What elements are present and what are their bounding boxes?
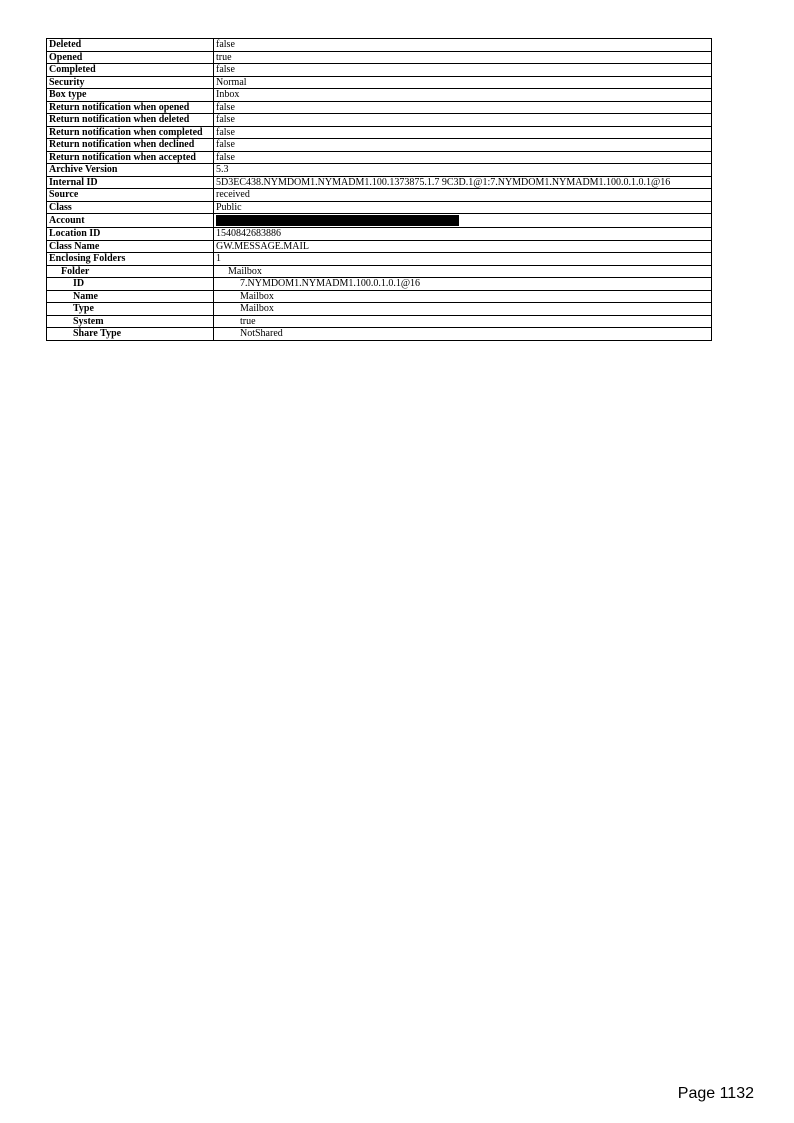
property-key-notify-opened: Return notification when opened xyxy=(47,101,214,114)
table-row xyxy=(47,189,712,202)
table-row xyxy=(47,201,712,214)
property-key-box-type: Box type xyxy=(47,89,214,102)
property-value-folder-type: Mailbox xyxy=(214,303,712,316)
property-value-notify-opened: false xyxy=(214,101,712,114)
property-key-account: Account xyxy=(47,214,214,228)
property-key-class-name: Class Name xyxy=(47,240,214,253)
property-value-archive-version: 5.3 xyxy=(214,164,712,177)
table-row xyxy=(47,315,712,328)
property-key-internal-id: Internal ID xyxy=(47,176,214,189)
property-value-security: Normal xyxy=(214,76,712,89)
property-value-internal-id: 5D3EC438.NYMDOM1.NYMADM1.100.1373875.1.7 9C3D.1@1:7.NYMDOM1.NYMADM1.100.0.1.0.1@16 xyxy=(214,176,712,189)
property-key-folder-share-type: Share Type xyxy=(47,328,214,341)
table-row xyxy=(47,89,712,102)
property-value-completed: false xyxy=(214,64,712,77)
table-row xyxy=(47,240,712,253)
property-value-folder-system: true xyxy=(214,315,712,328)
property-key-archive-version: Archive Version xyxy=(47,164,214,177)
table-row xyxy=(47,39,712,52)
page-number: Page 1132 xyxy=(677,1085,754,1102)
property-key-notify-deleted: Return notification when deleted xyxy=(47,114,214,127)
table-row xyxy=(47,176,712,189)
property-key-security: Security xyxy=(47,76,214,89)
property-value-folder-name: Mailbox xyxy=(214,290,712,303)
table-row xyxy=(47,228,712,241)
property-value-notify-completed: false xyxy=(214,126,712,139)
property-value-box-type: Inbox xyxy=(214,89,712,102)
table-row xyxy=(47,164,712,177)
property-key-folder-id: ID xyxy=(47,278,214,291)
table-row xyxy=(47,76,712,89)
property-value-source: received xyxy=(214,189,712,202)
properties-table xyxy=(46,38,712,341)
property-value-class-name: GW.MESSAGE.MAIL xyxy=(214,240,712,253)
table-row xyxy=(47,290,712,303)
property-value-opened: true xyxy=(214,51,712,64)
property-value-class: Public xyxy=(214,201,712,214)
property-key-opened: Opened xyxy=(47,51,214,64)
property-value-folder-id: 7.NYMDOM1.NYMADM1.100.0.1.0.1@16 xyxy=(214,278,712,291)
property-value-notify-deleted: false xyxy=(214,114,712,127)
property-key-class: Class xyxy=(47,201,214,214)
property-value-folder-share-type: NotShared xyxy=(214,328,712,341)
property-key-folder: Folder xyxy=(47,265,214,278)
property-key-enclosing-folders: Enclosing Folders xyxy=(47,253,214,266)
table-row xyxy=(47,139,712,152)
property-key-location-id: Location ID xyxy=(47,228,214,241)
property-value-folder: Mailbox xyxy=(214,265,712,278)
property-key-notify-completed: Return notification when completed xyxy=(47,126,214,139)
property-value-deleted: false xyxy=(214,39,712,52)
table-row xyxy=(47,126,712,139)
property-key-source: Source xyxy=(47,189,214,202)
property-value-location-id: 1540842683886 xyxy=(214,228,712,241)
property-key-completed: Completed xyxy=(47,64,214,77)
property-key-notify-declined: Return notification when declined xyxy=(47,139,214,152)
property-key-notify-accepted: Return notification when accepted xyxy=(47,151,214,164)
property-value-enclosing-folders: 1 xyxy=(214,253,712,266)
property-key-folder-system: System xyxy=(47,315,214,328)
property-value-notify-declined: false xyxy=(214,139,712,152)
property-key-deleted: Deleted xyxy=(47,39,214,52)
property-key-folder-name: Name xyxy=(47,290,214,303)
property-value-notify-accepted: false xyxy=(214,151,712,164)
redaction-bar xyxy=(216,215,459,226)
table-row xyxy=(47,253,712,266)
property-key-folder-type: Type xyxy=(47,303,214,316)
table-row xyxy=(47,151,712,164)
table-row xyxy=(47,328,712,341)
table-row xyxy=(47,64,712,77)
table-row xyxy=(47,51,712,64)
table-row xyxy=(47,101,712,114)
table-row xyxy=(47,303,712,316)
table-row xyxy=(47,214,712,228)
table-row xyxy=(47,278,712,291)
table-row xyxy=(47,114,712,127)
property-value-account xyxy=(214,214,712,228)
table-row xyxy=(47,265,712,278)
